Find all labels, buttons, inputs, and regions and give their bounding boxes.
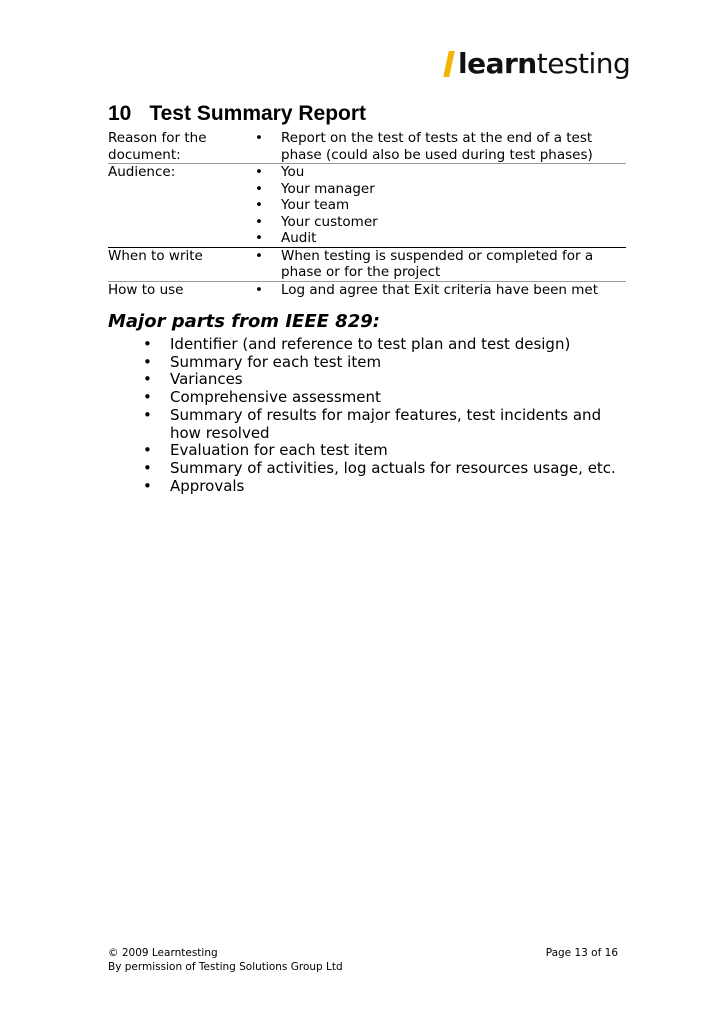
list-item bbox=[143, 478, 623, 496]
list-item bbox=[255, 197, 626, 214]
bullet-icon: • bbox=[255, 130, 263, 146]
bullet-icon: • bbox=[255, 213, 263, 230]
list-item bbox=[143, 460, 623, 478]
table-row bbox=[108, 248, 626, 282]
section-number: 10 bbox=[108, 102, 132, 125]
item-text: Report on the test of tests at the end of a test phase (could also be used during test phases) bbox=[281, 130, 593, 163]
item-text: Summary of results for major features, test incidents and how resolved bbox=[170, 405, 602, 442]
bullet-icon: • bbox=[143, 458, 152, 477]
major-parts-heading: Major parts from IEEE 829: bbox=[108, 311, 380, 332]
row-label: Reason for the document: bbox=[108, 130, 207, 163]
item-text: Comprehensive assessment bbox=[170, 388, 381, 407]
row-items bbox=[255, 130, 626, 163]
table-row bbox=[108, 164, 626, 248]
list-item bbox=[143, 336, 623, 354]
item-text: Audit bbox=[281, 230, 317, 246]
list-item bbox=[143, 371, 623, 389]
row-items bbox=[255, 248, 626, 281]
item-text: Summary for each test item bbox=[170, 352, 382, 371]
list-item bbox=[143, 407, 623, 442]
list-item bbox=[255, 164, 626, 181]
bullet-icon: • bbox=[255, 230, 263, 246]
item-text: Approvals bbox=[170, 476, 245, 495]
row-items bbox=[255, 282, 626, 299]
item-text: Your team bbox=[281, 197, 350, 213]
list-item bbox=[143, 389, 623, 407]
footer-left bbox=[108, 946, 343, 974]
bullet-icon: • bbox=[143, 476, 152, 495]
bullet-icon: • bbox=[255, 164, 263, 180]
row-label: When to write bbox=[108, 247, 203, 264]
item-text: Summary of activities, log actuals for resources usage, etc. bbox=[170, 458, 616, 477]
list-item bbox=[255, 181, 626, 198]
item-text: Your customer bbox=[281, 213, 378, 230]
footer-permission: By permission of Testing Solutions Group Ltd bbox=[108, 961, 343, 973]
list-item bbox=[255, 282, 626, 299]
row-label: How to use bbox=[108, 281, 184, 298]
bullet-icon: • bbox=[255, 180, 263, 197]
page-number: Page 13 of 16 bbox=[545, 947, 618, 959]
footer-copyright: © 2009 Learntesting bbox=[108, 947, 218, 959]
bullet-icon: • bbox=[255, 197, 263, 213]
table-row bbox=[108, 282, 626, 299]
section-title: Test Summary Report bbox=[149, 102, 367, 125]
bullet-icon: • bbox=[143, 335, 152, 353]
bullet-icon: • bbox=[143, 405, 152, 424]
major-parts-list bbox=[143, 336, 623, 495]
bullet-icon: • bbox=[255, 247, 263, 264]
item-text: Variances bbox=[170, 370, 243, 389]
row-label: Audience: bbox=[108, 164, 176, 180]
logo-mark bbox=[443, 51, 455, 77]
item-text: Your manager bbox=[281, 180, 375, 197]
list-item bbox=[255, 248, 626, 281]
list-item bbox=[143, 354, 623, 372]
learntesting-logo bbox=[446, 48, 630, 80]
logo-text bbox=[458, 47, 631, 80]
logo-text-bold: learn bbox=[458, 47, 537, 80]
logo-text-light: testing bbox=[536, 47, 631, 80]
item-text: Evaluation for each test item bbox=[170, 441, 388, 460]
list-item bbox=[143, 442, 623, 460]
bullet-icon: • bbox=[143, 388, 152, 407]
list-item bbox=[255, 230, 626, 247]
table-row bbox=[108, 130, 626, 164]
section-heading bbox=[108, 102, 366, 126]
item-text: Log and agree that Exit criteria have been met bbox=[281, 281, 599, 298]
bullet-icon: • bbox=[143, 441, 152, 460]
bullet-icon: • bbox=[143, 352, 152, 371]
item-text: Identifier (and reference to test plan and test design) bbox=[170, 335, 571, 353]
item-text: You bbox=[281, 164, 305, 180]
item-text: When testing is suspended or completed for a phase or for the project bbox=[281, 247, 594, 280]
list-item bbox=[255, 214, 626, 231]
row-items bbox=[255, 164, 626, 247]
list-item bbox=[255, 130, 626, 163]
bullet-icon: • bbox=[255, 281, 263, 298]
info-table bbox=[108, 130, 626, 298]
bullet-icon: • bbox=[143, 370, 152, 389]
